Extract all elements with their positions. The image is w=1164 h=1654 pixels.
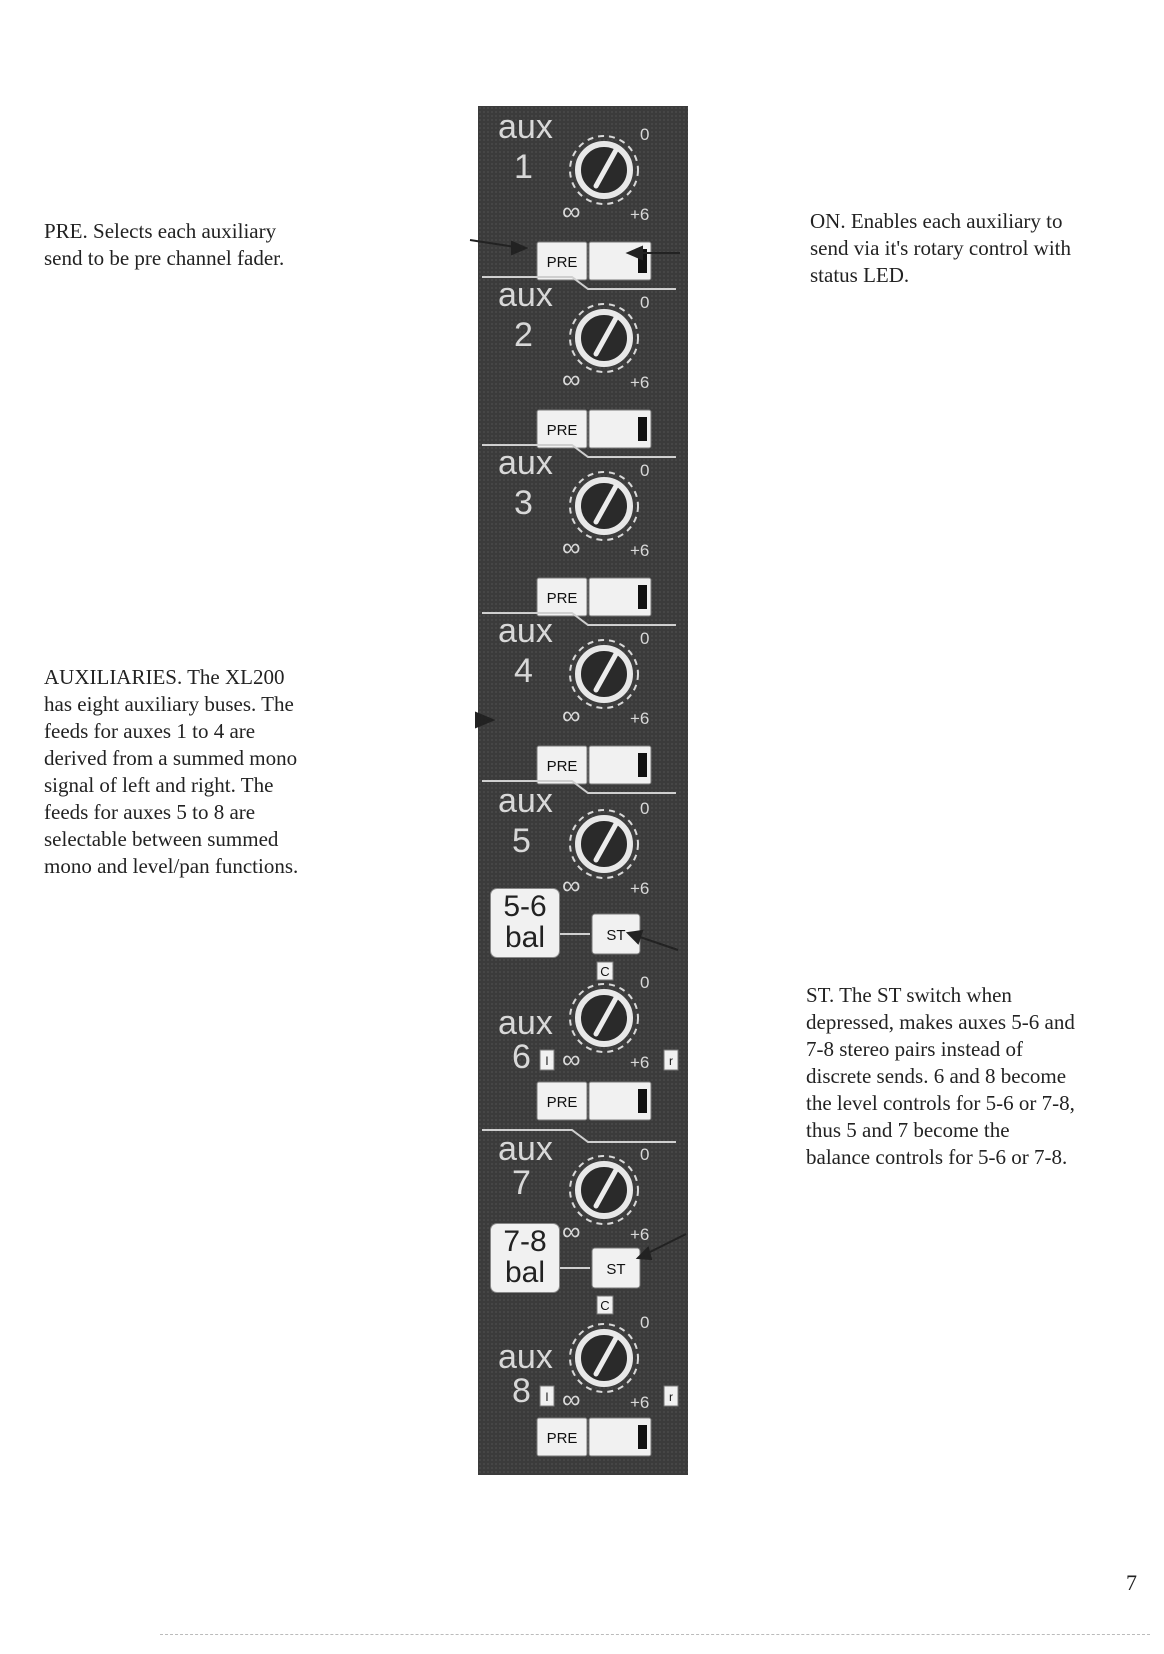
knob-min-aux-5: ∞ xyxy=(562,870,581,900)
knob-zero-aux-1: 0 xyxy=(640,125,650,144)
on-led-aux-2 xyxy=(638,417,647,441)
aux-word-7: aux xyxy=(498,1130,553,1168)
aux-word-8: aux xyxy=(498,1338,553,1376)
pre-button-label-aux-8: PRE xyxy=(546,1430,578,1447)
aux-number-7: 7 xyxy=(512,1164,531,1202)
aux-number-5: 5 xyxy=(512,822,531,860)
st-description: ST. The ST switch when depressed, makes auxes 5-6 and 7-8 stereo pairs instead of discrete sends. 6 and 8 become the level controls for 5-6 or 7-8, thus 5 and 7 become the balance controls for 5-6 or 7-8. xyxy=(806,983,1075,1169)
aux-word-4: aux xyxy=(498,612,553,650)
knob-min-aux-7: ∞ xyxy=(562,1216,581,1246)
pre-button-label-aux-3: PRE xyxy=(546,590,578,607)
aux-word-6: aux xyxy=(498,1004,553,1042)
knob-min-aux-8: ∞ xyxy=(562,1384,581,1414)
on-led-aux-3 xyxy=(638,585,647,609)
bal-7-8-label xyxy=(490,1223,560,1293)
knob-zero-aux-3: 0 xyxy=(640,461,650,480)
aux-number-1: 1 xyxy=(514,148,533,186)
st-button-label-1: ST xyxy=(606,927,626,944)
aux-word-3: aux xyxy=(498,444,553,482)
center-mark-label-1: C xyxy=(600,964,610,979)
page-number: 7 xyxy=(1126,1570,1137,1595)
aux-number-8: 8 xyxy=(512,1372,531,1410)
pre-button-label-aux-2: PRE xyxy=(546,422,578,439)
aux-word-5: aux xyxy=(498,782,553,820)
aux-number-2: 2 xyxy=(514,316,533,354)
knob-min-aux-6: ∞ xyxy=(562,1044,581,1074)
knob-max-aux-3: +6 xyxy=(630,541,650,560)
bal-7-8-word: bal xyxy=(504,1256,546,1289)
arrow-to-st2 xyxy=(644,1234,686,1255)
on-led-aux-8 xyxy=(638,1425,647,1449)
bal-7-8-number: 7-8 xyxy=(503,1225,547,1258)
knob-max-aux-8: +6 xyxy=(630,1393,650,1412)
knob-zero-aux-7: 0 xyxy=(640,1145,650,1164)
on-led-aux-4 xyxy=(638,753,647,777)
pre-button-label-aux-1: PRE xyxy=(546,254,578,271)
bal-5-6-word: bal xyxy=(504,921,546,954)
center-mark-label-2: C xyxy=(600,1298,610,1313)
arrow-to-pre-head xyxy=(512,242,526,254)
knob-max-aux-5: +6 xyxy=(630,879,650,898)
pre-description: PRE. Selects each auxiliary send to be pre channel fader. xyxy=(44,219,285,270)
knob-zero-aux-4: 0 xyxy=(640,629,650,648)
knob-max-aux-1: +6 xyxy=(630,205,650,224)
bal-5-6-label xyxy=(490,888,560,958)
left-tab-label-aux-6: l xyxy=(545,1054,549,1068)
on-description: ON. Enables each auxiliary to send via it's rotary control with status LED. xyxy=(810,209,1071,287)
aux-number-4: 4 xyxy=(514,652,533,690)
st-button-label-2: ST xyxy=(606,1261,626,1278)
knob-zero-aux-6: 0 xyxy=(640,973,650,992)
knob-zero-aux-5: 0 xyxy=(640,799,650,818)
pre-button-label-aux-4: PRE xyxy=(546,758,578,775)
right-tab-label-aux-6: r xyxy=(669,1054,673,1068)
arrow-to-aux xyxy=(476,713,493,727)
aux-number-6: 6 xyxy=(512,1038,531,1076)
knob-max-aux-2: +6 xyxy=(630,373,650,392)
pre-button-label-aux-6: PRE xyxy=(546,1094,578,1111)
footer-rule xyxy=(160,1634,1150,1635)
aux-word-1: aux xyxy=(498,108,553,146)
knob-zero-aux-8: 0 xyxy=(640,1313,650,1332)
aux-word-2: aux xyxy=(498,276,553,314)
knob-max-aux-4: +6 xyxy=(630,709,650,728)
right-tab-label-aux-8: r xyxy=(669,1390,673,1404)
left-tab-label-aux-8: l xyxy=(545,1390,549,1404)
aux-number-3: 3 xyxy=(514,484,533,522)
knob-min-aux-1: ∞ xyxy=(562,196,581,226)
on-led-aux-6 xyxy=(638,1089,647,1113)
auxiliaries-description: AUXILIARIES. The XL200 has eight auxiliary buses. The feeds for auxes 1 to 4 are derived from a summed mono signal of left and right. The feeds for auxes 5 to 8 are selectable between summed mono and level/pan functions. xyxy=(44,665,299,878)
knob-max-aux-6: +6 xyxy=(630,1053,650,1072)
knob-zero-aux-2: 0 xyxy=(640,293,650,312)
bal-5-6-number: 5-6 xyxy=(503,890,547,923)
knob-min-aux-4: ∞ xyxy=(562,700,581,730)
knob-min-aux-3: ∞ xyxy=(562,532,581,562)
knob-max-aux-7: +6 xyxy=(630,1225,650,1244)
knob-min-aux-2: ∞ xyxy=(562,364,581,394)
